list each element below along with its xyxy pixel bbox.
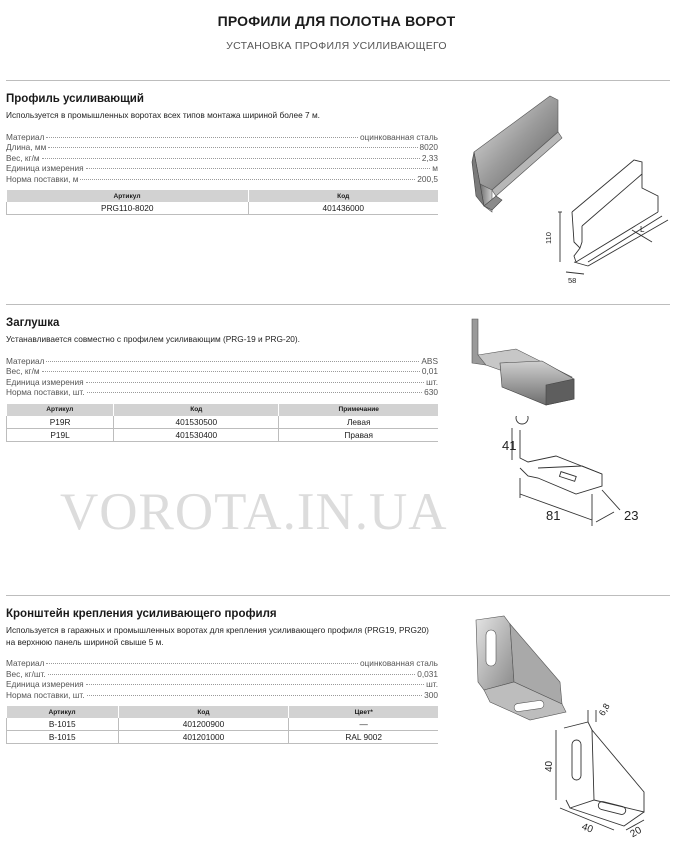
spec-label: Единица измерения xyxy=(6,376,84,387)
dimension-label: 40 xyxy=(544,760,555,772)
table-header: Артикул xyxy=(7,706,119,718)
end-cap-drawing xyxy=(498,416,648,526)
section-title: Заглушка xyxy=(6,317,60,329)
spec-row xyxy=(6,377,438,388)
spec-label: Вес, кг/м xyxy=(6,366,40,376)
spec-label: Единица измерения xyxy=(6,163,84,173)
dimension-label: 40 xyxy=(580,821,595,836)
table-cell: — xyxy=(289,718,438,731)
section-bracket xyxy=(6,608,438,744)
table-row xyxy=(7,718,439,731)
table-row xyxy=(7,731,439,744)
article-table xyxy=(6,706,438,744)
section-title: Профиль усиливающий xyxy=(6,93,144,105)
page-title: ПРОФИЛИ ДЛЯ ПОЛОТНА ВОРОТ xyxy=(217,13,456,29)
spec-value: оцинкованная сталь xyxy=(359,658,438,668)
spec-value: шт. xyxy=(426,679,438,689)
spec-label: Норма поставки, шт. xyxy=(6,387,85,397)
table-cell: B-1015 xyxy=(7,731,119,744)
spec-list xyxy=(6,658,438,700)
dimension-label: 41 xyxy=(502,438,517,453)
spec-row xyxy=(6,153,438,164)
spec-label: Вес, кг/м xyxy=(6,152,40,163)
table-header: Артикул xyxy=(7,190,249,202)
spec-value: 0,01 xyxy=(421,366,438,376)
spec-label: Единица измерения xyxy=(6,679,84,689)
table-cell: 401530500 xyxy=(114,416,279,429)
table-cell: 401436000 xyxy=(248,202,438,215)
spec-value: 630 xyxy=(424,387,438,397)
table-cell: PRG110-8020 xyxy=(7,202,249,215)
spec-row xyxy=(6,679,438,690)
spec-row xyxy=(6,163,438,174)
article-table xyxy=(6,190,438,215)
spec-label: Норма поставки, шт. xyxy=(6,689,85,700)
table-cell: B-1015 xyxy=(7,718,119,731)
dimension-label: L xyxy=(640,225,645,234)
spec-value: оцинкованная сталь xyxy=(359,131,438,142)
spec-row xyxy=(6,174,438,185)
spec-label: Вес, кг/шт. xyxy=(6,668,46,679)
table-cell: P19L xyxy=(7,428,114,441)
spec-value: 0,031 xyxy=(417,668,438,679)
table-cell: Левая xyxy=(279,416,438,429)
table-header: Код xyxy=(248,190,438,202)
spec-row xyxy=(6,356,438,367)
table-cell: P19R xyxy=(7,416,114,429)
article-table xyxy=(6,404,438,442)
table-header: Артикул xyxy=(7,404,114,416)
spec-row xyxy=(6,658,438,669)
divider xyxy=(6,80,670,81)
spec-row xyxy=(6,690,438,701)
dimension-label: 81 xyxy=(546,508,561,523)
spec-label: Норма поставки, м xyxy=(6,173,79,184)
section-title: Кронштейн крепления усиливающего профиля xyxy=(6,608,277,620)
spec-row xyxy=(6,366,438,377)
table-row xyxy=(7,202,439,215)
section-description: Используется в гаражных и промышленных воротах для крепления усиливающего профиля (PRG19, PRG20) на верхнюю панель шириной свыше 5 м. xyxy=(6,625,429,647)
spec-value: 2,33 xyxy=(421,152,438,163)
spec-label: Материал xyxy=(6,355,45,366)
bracket-drawing xyxy=(534,700,662,840)
dimension-label: 110 xyxy=(544,232,553,244)
table-cell: 401200900 xyxy=(118,718,289,731)
page-subtitle: УСТАНОВКА ПРОФИЛЯ УСИЛИВАЮЩЕГО xyxy=(226,40,447,52)
table-cell: RAL 9002 xyxy=(289,731,438,744)
dimension-label: 58 xyxy=(568,276,577,285)
divider xyxy=(6,304,670,305)
spec-label: Материал xyxy=(6,131,45,142)
spec-row xyxy=(6,132,438,143)
table-header: Код xyxy=(114,404,279,416)
spec-row xyxy=(6,669,438,680)
divider xyxy=(6,595,670,596)
dimension-label: 20 xyxy=(628,824,644,840)
spec-list xyxy=(6,356,438,398)
spec-value: м xyxy=(432,163,438,173)
dimension-label: 6,8 xyxy=(596,701,612,718)
dimension-label: 23 xyxy=(624,508,639,523)
spec-value: 8020 xyxy=(419,142,438,152)
spec-row xyxy=(6,387,438,398)
section-description: Устанавливается совместно с профилем усиливающим (PRG-19 и PRG-20). xyxy=(6,334,300,344)
table-cell: 401201000 xyxy=(118,731,289,744)
spec-label: Материал xyxy=(6,658,45,668)
spec-value: 200,5 xyxy=(417,173,438,184)
end-cap-image xyxy=(462,315,582,411)
reinforcing-profile-image xyxy=(462,92,672,288)
table-header: Цвет* xyxy=(289,706,438,718)
spec-list xyxy=(6,132,438,185)
spec-label: Длина, мм xyxy=(6,142,47,152)
section-end-cap xyxy=(6,317,438,442)
table-row xyxy=(7,416,439,429)
table-cell: 401530400 xyxy=(114,428,279,441)
table-header: Код xyxy=(118,706,289,718)
spec-value: ABS xyxy=(421,355,438,366)
watermark: VOROTA.IN.UA xyxy=(60,483,448,541)
table-row xyxy=(7,428,439,441)
spec-value: шт. xyxy=(426,376,438,387)
section-reinforcing-profile xyxy=(6,93,438,215)
table-cell: Правая xyxy=(279,428,438,441)
spec-row xyxy=(6,142,438,153)
table-header: Примечание xyxy=(279,404,438,416)
section-description: Используется в промышленных воротах всех типов монтажа шириной более 7 м. xyxy=(6,110,320,120)
spec-value: 300 xyxy=(424,689,438,700)
